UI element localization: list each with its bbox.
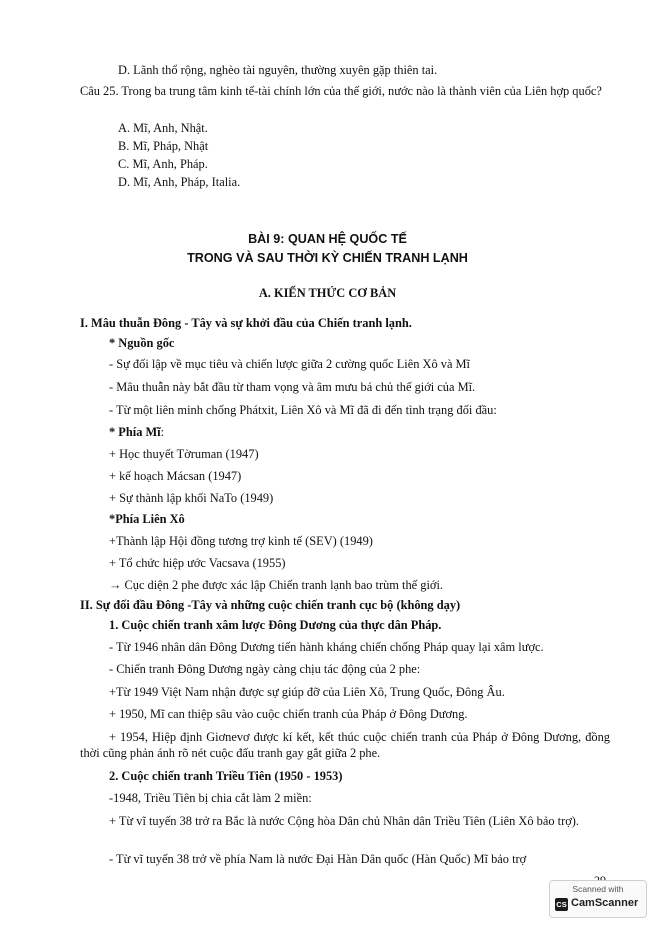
paragraph: - Sự đối lập về mục tiêu và chiến lược giữa 2 cường quốc Liên Xô và Mĩ: [109, 357, 471, 371]
list-item: + 1954, Hiệp định Giơnevơ được kí kết, kết thúc cuộc chiến tranh của Pháp ở Đông Dương, đồng thời cũng phản ánh rõ nét cuộc đấu tranh gay gắt giữa 2 phe.: [80, 730, 610, 760]
camscanner-watermark: [549, 880, 647, 918]
list-item: + Học thuyết Tờruman (1947): [109, 447, 259, 461]
list-item: + Tổ chức hiệp ước Vacsava (1955): [109, 556, 286, 570]
answer-option-a: A. Mĩ, Anh, Nhật.: [118, 121, 208, 135]
scanned-with-label: Scanned with: [572, 884, 624, 894]
subheading-soviet-side: *Phía Liên Xô: [109, 512, 185, 526]
answer-option-d: D. Lãnh thổ rộng, nghèo tài nguyên, thường xuyên gặp thiên tai.: [118, 63, 438, 77]
list-item: - Từ vĩ tuyến 38 trở về phía Nam là nước Đại Hàn Dân quốc (Hàn Quốc) Mĩ bảo trợ: [109, 852, 527, 866]
answer-option-b: B. Mĩ, Pháp, Nhật: [118, 139, 209, 153]
list-item: + Từ vĩ tuyến 38 trở ra Bắc là nước Cộng hòa Dân chủ Nhân dân Triều Tiên (Liên Xô bảo trợ).: [109, 814, 580, 828]
camscanner-logo-icon: CS: [556, 900, 567, 909]
lesson-title: BÀI 9: QUAN HỆ QUỐC TẾ: [248, 232, 407, 246]
camscanner-name: CamScanner: [571, 897, 639, 909]
section-ii-heading: II. Sự đối đầu Đông -Tây và những cuộc chiến tranh cục bộ (không dạy): [80, 598, 461, 612]
subheading-us-side: * Phía Mĩ:: [109, 425, 165, 439]
conclusion-line: → Cục diện 2 phe được xác lập Chiến tranh lạnh bao trùm thế giới.: [109, 578, 443, 592]
paragraph: - Từ một liên minh chống Phátxit, Liên Xô và Mĩ đã đi đến tình trạng đối đầu:: [109, 403, 497, 417]
answer-option-c: C. Mĩ, Anh, Pháp.: [118, 157, 208, 171]
list-item: + kế hoạch Mácsan (1947): [109, 469, 242, 483]
paragraph: - Mâu thuẫn này bắt đầu từ tham vọng và âm mưu bá chủ thế giới của Mĩ.: [109, 380, 476, 394]
answer-option-d2: D. Mĩ, Anh, Pháp, Italia.: [118, 175, 241, 189]
subheading-indochina-war: 1. Cuộc chiến tranh xâm lược Đông Dương của thực dân Pháp.: [109, 618, 442, 632]
lesson-subtitle: TRONG VÀ SAU THỜI KỲ CHIẾN TRANH LẠNH: [187, 251, 468, 265]
list-item: +Thành lập Hội đồng tương trợ kinh tế (SEV) (1949): [109, 534, 373, 548]
paragraph: - Chiến tranh Đông Dương ngày càng chịu tác động của 2 phe:: [109, 662, 421, 676]
question-25: Câu 25. Trong ba trung tâm kinh tế-tài chính lớn của thế giới, nước nào là thành viên của Liên hợp quốc?: [80, 84, 602, 98]
list-item: + Sự thành lập khối NaTo (1949): [109, 491, 274, 505]
list-item: + 1950, Mĩ can thiệp sâu vào cuộc chiến tranh của Pháp ở Đông Dương.: [109, 707, 468, 721]
subheading-origin: * Nguồn gốc: [109, 336, 175, 350]
subheading-korean-war: 2. Cuộc chiến tranh Triều Tiên (1950 - 1953): [109, 769, 343, 783]
section-i-heading: I. Mâu thuẫn Đông - Tây và sự khởi đầu của Chiến tranh lạnh.: [80, 316, 412, 330]
list-item: +Từ 1949 Việt Nam nhận được sự giúp đỡ của Liên Xô, Trung Quốc, Đông Âu.: [109, 685, 505, 699]
section-a-heading: A. KIẾN THỨC CƠ BẢN: [258, 286, 397, 300]
paragraph: -1948, Triều Tiên bị chia cắt làm 2 miền:: [109, 791, 312, 805]
paragraph: - Từ 1946 nhân dân Đông Dương tiến hành kháng chiến chống Pháp quay lại xâm lược.: [109, 640, 544, 654]
